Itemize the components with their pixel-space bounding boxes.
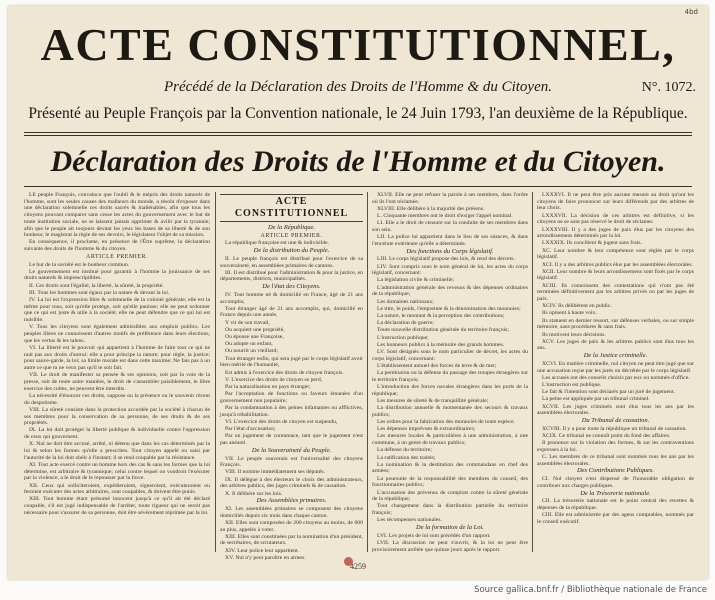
- article-paragraph: La législation civile & criminelle;: [377, 277, 455, 284]
- column-constitution-part1: [220, 192, 363, 561]
- section-heading: Des Contributions Publiques.: [576, 467, 655, 475]
- article-paragraph: Par la condamnation à des peines infamantes ou afflictives, jusqu'à réhabilitation.: [220, 405, 363, 418]
- article-paragraph: XCV. Les juges de paix & les arbitres publics sont élus tous les ans.: [537, 338, 694, 352]
- article-paragraph: XCVIII. Il y a pour toute la république un tribunal de cassation.: [542, 425, 687, 432]
- article-paragraph: Les mesures locales & particulières à une administration, à une commune, à un genre de travaux publics;: [372, 433, 528, 447]
- article-paragraph: Les mesures de sûreté & de tranquillité générale;: [377, 397, 489, 404]
- article-paragraph: LXXXVI. Il ne peut être pris aucune mesure au droit qu'ont les citoyens de faire prononcer sur leurs différends par des arbitres de leur choix.: [537, 192, 694, 212]
- article-paragraph: XLVII. Elle ne peut refuser la parole à ses membres, dans l'ordre où ils l'ont réclamée.: [372, 192, 528, 205]
- article-paragraph: Toute nouvelle distribution générale du territoire françois;: [377, 327, 509, 334]
- article-paragraph: Les ordres pour la fabrication des monnoies de toute espèce;: [377, 419, 515, 425]
- section-heading: De la République.: [267, 224, 316, 231]
- column-constitution-part3: [537, 192, 694, 554]
- article-paragraph: VII. Le peuple souverain est l'universalité des citoyens François.: [220, 455, 363, 469]
- article-paragraph: La nomination & la destitution des commandans en chef des armées;: [372, 461, 528, 475]
- article-paragraph: Est admis à l'exercice des droits de citoyen françois.: [225, 369, 344, 376]
- article-paragraph: CIII. Elle est administrée par des agens comptables, nommés par le conseil exécutif.: [537, 512, 694, 525]
- section-heading: De l'état des Citoyens.: [262, 283, 321, 291]
- article-paragraph: CII. La trésorerie nationale est le point central des recettes & dépenses de la république.: [537, 498, 694, 511]
- article-paragraph: Y vit de son travail,: [225, 319, 270, 326]
- article-paragraph: II. Ces droits sont l'égalité, la liberté, la sûreté, la propriété.: [29, 282, 164, 289]
- article-paragraph: Ils motivent leurs décisions.: [542, 331, 606, 338]
- article-paragraph: Ou nourrit un vieillard;: [225, 348, 278, 355]
- article-paragraph: LXXXVIII. Il y a des juges de paix élus par les citoyens des arrondissemens déterminés par la loi.: [537, 226, 694, 240]
- section-heading: De la Justice criminelle.: [583, 352, 648, 360]
- article-paragraph: La défense du territoire;: [377, 447, 432, 454]
- article-paragraph: XI. Les assemblées primaires se composent des citoyens domiciliés depuis six mois dans chaque canton.: [220, 505, 363, 519]
- article-paragraph: IX. La loi doit protéger la liberté publique & individuelle contre l'oppression de ceux qui gouvernent.: [24, 427, 210, 441]
- poster-sheet: [8, 6, 708, 579]
- article-paragraph: XCVI. En matière criminelle, nul citoyen ne peut être jugé que sur une accusation reçue par les jurés ou décrétée par le corps législatif.: [537, 360, 694, 374]
- article-paragraph: L'établissement annuel des forces de terre & de mer;: [377, 362, 497, 369]
- article-paragraph: XCI. Il y a des arbitres publics élus par les assemblées électorales.: [542, 261, 693, 268]
- article-paragraph: LE peuple François, convaincu que l'oubli & le mépris des droits naturels de l'homme, sont les seules causes des malheurs du monde, a résolu d'exposer dans une déclaration solemnelle ces droits sacrés & inaliénables, afin que tous les citoyens pouvant comparer sans cesse les actes du gouvernement avec le but de toute institution sociale, ne se laissent jamais opprimer & avilir par la tyrannie; afin que le peuple ait toujours devant les yeux les bases de sa liberté & de son bonheur, le magistrat la règle de ses devoirs, le législateur l'objet de sa mission.: [24, 192, 210, 239]
- article-paragraph: Par la naturalisation en pays étranger;: [225, 383, 311, 390]
- column-constitution-part2: [372, 192, 528, 554]
- article-paragraph: La déclaration de guerre;: [377, 320, 434, 327]
- article-paragraph: Le gouvernement est institué pour garantir à l'homme la jouissance de ses droits naturels & imprescriptibles.: [24, 268, 210, 282]
- article-paragraph: Il prononce sur la violation des formes, & sur les contraventions expresses à la loi.: [537, 440, 694, 453]
- article-paragraph: XC. Leur nombre & leur compétence sont réglés par le corps législatif.: [537, 247, 694, 261]
- article-paragraph: XCII. Leur nombre & leurs arrondissemens sont fixés par le corps législatif.: [537, 268, 694, 282]
- article-paragraph: Le titre, le poids, l'empreinte & la dénomination des monnoies;: [377, 305, 521, 312]
- article-paragraph: VI. L'exercice des droits de citoyen est suspendu,: [225, 418, 338, 425]
- article-paragraph: XCIII. Ils connoissent des contestations qui n'ont pas été terminées définitivement par les arbitres privés ou par les juges de paix.: [537, 282, 694, 303]
- article-paragraph: Tout étranger enfin, qui sera jugé par le corps législatif avoir bien mérité de l'humanité,: [220, 355, 363, 369]
- article-paragraph: La peine est appliquée par un tribunal criminel.: [542, 396, 650, 403]
- issue-number: N°. 1072.: [641, 80, 696, 95]
- article-paragraph: La ratification des traités;: [377, 454, 436, 461]
- article-paragraph: XIV. Leur police leur appartient.: [225, 547, 300, 554]
- section-heading: Des fonctions du Corps législatif.: [406, 247, 494, 255]
- section-heading: Du Tribunal de cassation.: [581, 417, 650, 424]
- article-paragraph: L'instruction est publique.: [542, 381, 602, 388]
- article-paragraph: XCIX. Ce tribunal ne connoît point du fond des affaires.: [542, 432, 671, 439]
- article-paragraph: LV. Sont désignés sous le nom particulier de décret, les actes du corps législatif, concernant:: [372, 348, 528, 362]
- article-paragraph: La république françoise est une & indivisible.: [225, 240, 330, 247]
- article-paragraph: XCVII. Les juges criminels sont élus tous les ans par les assemblées électorales.: [537, 403, 694, 417]
- article-paragraph: Ils opinent à haute voix.: [542, 310, 597, 317]
- article-paragraph: Tout changement dans la distribution partielle du territoire françois;: [372, 503, 528, 517]
- article-paragraph: Ou adopte un enfant,: [225, 341, 273, 348]
- article-paragraph: IV. La loi est l'expression libre & solemnelle de la volonté générale; elle est la même pour tous, soit qu'elle protège, soit qu'elle punisse; elle ne peut ordonner que ce qui est juste & utile à la société; elle ne peut défendre que ce qui lui est nuisible.: [24, 297, 210, 324]
- source-credit: Source gallica.bnf.fr / Bibliothèque nationale de France: [474, 585, 707, 595]
- article-paragraph: Le but de la société est le bonheur commun.: [29, 261, 130, 268]
- article-paragraph: Les domaines nationaux;: [377, 298, 434, 305]
- column-divider: [215, 192, 216, 552]
- article-paragraph: Ou acquiert une propriété,: [225, 326, 285, 333]
- article-paragraph: XIII. Tout homme étant présumé innocent jusqu'à ce qu'il ait été déclaré coupable, s'il est jugé indispensable de l'arrêter, toute rigueur qui ne seroit pas nécessaire pour s'assurer de sa personne, doit être sévèrement réprimée par la loi.: [24, 496, 210, 516]
- article-paragraph: XLVIII. Elle délibère à la majorité des présens.: [377, 205, 485, 212]
- article-paragraph: L'instruction publique;: [377, 334, 429, 341]
- article-paragraph: LII. La police lui appartient dans le lieu de ses séances, & dans l'enceinte extérieure qu'elle a déterminée.: [372, 234, 528, 247]
- article-paragraph: Par l'état d'accusation;: [225, 426, 276, 433]
- article-paragraph: X. Nul ne doit être accusé, arrêté, ni détenu que dans les cas déterminés par la loi & selon les formes qu'elle a prescrites. Tout citoyen appelé ou saisi par l'autorité de la loi doit obéir à l'instant; il se rend coupable par la résistance.: [24, 441, 210, 461]
- article-heading: ARTICLE PREMIER.: [86, 253, 148, 260]
- article-paragraph: X. Il délibère sur les lois.: [225, 490, 283, 497]
- article-paragraph: VIII. Il nomme immédiatement ses députés.: [225, 469, 325, 476]
- article-heading: ARTICLE PREMIER.: [260, 232, 323, 239]
- header-rule-top: [24, 132, 692, 133]
- article-paragraph: XII. Ceux qui solliciteroient, expédieroient, signeroient, exécuteroient ou feroient exécuter des actes arbitraires, sont coupables, & doivent être punis.: [24, 482, 210, 496]
- presented-line: Présenté au Peuple François par la Convention nationale, le 24 Juin 1793, l'an deuxième de la République.: [28, 105, 688, 122]
- article-paragraph: VIII. La sûreté consiste dans la protection accordée par la société à chacun de ses membres pour la conservation de sa personne, de ses droits & de ses propriétés.: [24, 406, 210, 427]
- article-paragraph: Les dépenses imprévues & extraordinaires;: [377, 426, 476, 433]
- header-rule-bottom: [24, 135, 692, 136]
- article-paragraph: L'administration générale des revenus & des dépenses ordinaires de la république;: [372, 284, 528, 298]
- declaration-title: Déclaration des Droits de l'Homme et du Citoyen.: [50, 145, 666, 178]
- page-number: 4259: [350, 562, 366, 571]
- article-paragraph: L. Cinquante membres ont le droit d'exiger l'appel nominal.: [377, 213, 513, 220]
- article-paragraph: IX. Il délègue à des électeurs le choix des administrateurs, des arbitres publics, des juges criminels & de cassation.: [220, 476, 363, 490]
- section-heading: De la distribution du Peuple.: [253, 247, 330, 255]
- column-declaration: [24, 192, 210, 554]
- article-paragraph: LVII. La discussion ne peut s'ouvrir, & la loi ne peut être provisoirement arrêtée que quinze jours après le rapport.: [372, 539, 528, 553]
- article-paragraph: XIII. Elles sont constituées par la nomination d'un président, de secrétaires, de scrutateurs.: [220, 533, 363, 547]
- column-divider: [532, 192, 533, 552]
- article-paragraph: L'introduction des forces navales étrangères dans les ports de la république;: [372, 383, 528, 397]
- article-paragraph: Ou épouse une Françoise,: [225, 334, 284, 341]
- catalog-mark: 4bd: [684, 8, 698, 16]
- article-paragraph: LIII. Le corps législatif propose des lois, & rend des décrets.: [377, 256, 515, 263]
- article-paragraph: Le fait & l'intention sont déclarés par un juré de jugement.: [542, 389, 675, 396]
- section-heading: ACTE CONSTITUTIONNEL: [220, 194, 363, 222]
- subtitle: Précédé de la Déclaration des Droits de l'Homme & du Citoyen.: [164, 79, 552, 95]
- article-paragraph: Les récompenses nationales.: [377, 517, 442, 524]
- column-divider: [367, 192, 368, 552]
- article-paragraph: C. Les membres de ce tribunal sont nommés tous les ans par les assemblées électorales.: [537, 454, 694, 467]
- article-paragraph: LVI. Les projets de loi sont précédés d'un rapport.: [377, 532, 491, 539]
- article-paragraph: XV. Nul n'y peut paroître en armes.: [225, 554, 306, 561]
- article-paragraph: LXXXVII. La décision de ces arbitres est définitive, si les citoyens ne se sont pas réservé le droit de réclamer.: [537, 212, 694, 226]
- article-paragraph: III. Il est distribué pour l'administration & pour la justice, en départements, districts, municipalités.: [220, 269, 363, 283]
- article-paragraph: Par un jugement de contumace, tant que le jugement n'est pas anéanti.: [220, 433, 363, 447]
- article-paragraph: La nature, le montant & la perception des contributions;: [377, 312, 505, 319]
- article-paragraph: La distribution annuelle & momentanée des secours & travaux publics;: [372, 405, 528, 418]
- article-paragraph: III. Tous les hommes sont égaux par la nature & devant la loi.: [29, 289, 170, 296]
- section-heading: De la Souveraineté du Peuple.: [251, 446, 332, 454]
- section-heading: Des Assemblées primaires.: [256, 497, 327, 505]
- article-paragraph: L'accusation des prévenus de complots contre la sûreté générale de la république;: [372, 489, 528, 503]
- article-paragraph: En conséquence, il proclame, en présence de l'Être suprême, la déclaration suivante des droits de l'homme & du citoyen.: [24, 239, 210, 253]
- article-paragraph: Tout étranger âgé de 21 ans accomplis, qui, domicilié en France depuis une année,: [220, 305, 363, 319]
- article-paragraph: Ils statuent en dernier ressort, sur défenses verbales, ou sur simple mémoire, sans procédures & sans frais.: [537, 317, 694, 331]
- article-paragraph: La poursuite de la responsabilité des membres du conseil, des fonctionnaires publics;: [372, 475, 528, 489]
- article-paragraph: VII. Le droit de manifester sa pensée & ses opinions, soit par la voie de la presse, soit de toute autre manière, le droit de s'assembler paisiblement, le libre exercice des cultes, ne peuvent être interdits.: [24, 372, 210, 392]
- article-paragraph: CI. Nul citoyen n'est dispensé de l'honorable obligation de contribuer aux charges publiques.: [537, 476, 694, 489]
- article-paragraph: XII. Elles sont composées de 200 citoyens au moins, de 600 au plus, appelés à voter.: [220, 519, 363, 533]
- article-paragraph: VI. La liberté est le pouvoir qui appartient à l'homme de faire tout ce qui ne nuit pas aux droits d'autrui: elle a pour principe la nature; pour règle, la justice; pour sauve-garde, la loi; sa limite morale est dans cette maxime: Ne fais pas à un autre ce que tu ne veux pas qu'il te soit fait.: [24, 344, 210, 372]
- section-heading: De la Trésorerie nationale.: [580, 489, 651, 497]
- article-paragraph: V. Tous les citoyens sont également admissibles aux emplois publics. Les peuples libres ne connoissent d'autres motifs de préférence dans leurs élections, que les vertus & les talens.: [24, 324, 210, 344]
- article-paragraph: LXXXIX. Ils concilient & jugent sans frais.: [542, 240, 642, 247]
- article-paragraph: LI. Elle a le droit de censure sur la conduite de ses membres dans son sein.: [372, 220, 528, 234]
- article-paragraph: Les accusés ont des conseils choisis par eux ou nommés d'office.: [542, 374, 690, 381]
- article-paragraph: La nécessité d'énoncer ces droits, suppose ou la présence ou le souvenir récent du despotisme.: [24, 392, 210, 406]
- article-paragraph: Les honneurs publics à la mémoire des grands hommes.: [377, 341, 505, 348]
- main-title: ACTE CONSTITUTIONNEL,: [40, 19, 676, 70]
- section-heading: De la formation de la Loi.: [416, 524, 484, 532]
- article-paragraph: LIV. Sont compris sous le nom général de loi, les actes du corps législatif, concernant:: [372, 263, 528, 277]
- article-paragraph: II. Le peuple françois est distribué pour l'exercice de sa souveraineté, en assemblées primaires de cantons.: [220, 255, 363, 269]
- article-paragraph: La permission ou la défense du passage des troupes étrangères sur le territoire françois;: [372, 370, 528, 383]
- article-paragraph: XI. Tout acte exercé contre un homme hors des cas & sans les formes que la loi détermine, est arbitraire & tyrannique; celui contre lequel on voudroit l'exécuter par la violence, a le droit de le repousser par la force.: [24, 461, 210, 482]
- declaration-rule: [24, 186, 692, 187]
- article-paragraph: V. L'exercice des droits de citoyen se perd,: [225, 376, 323, 383]
- article-paragraph: IV. Tout homme né & domicilié en France, âgé de 21 ans accomplis;: [220, 291, 363, 305]
- article-paragraph: Par l'acceptation de fonctions ou faveurs émanées d'un gouvernement non populaire;: [220, 391, 363, 404]
- article-paragraph: XCIV. Ils délibèrent en public.: [542, 303, 612, 310]
